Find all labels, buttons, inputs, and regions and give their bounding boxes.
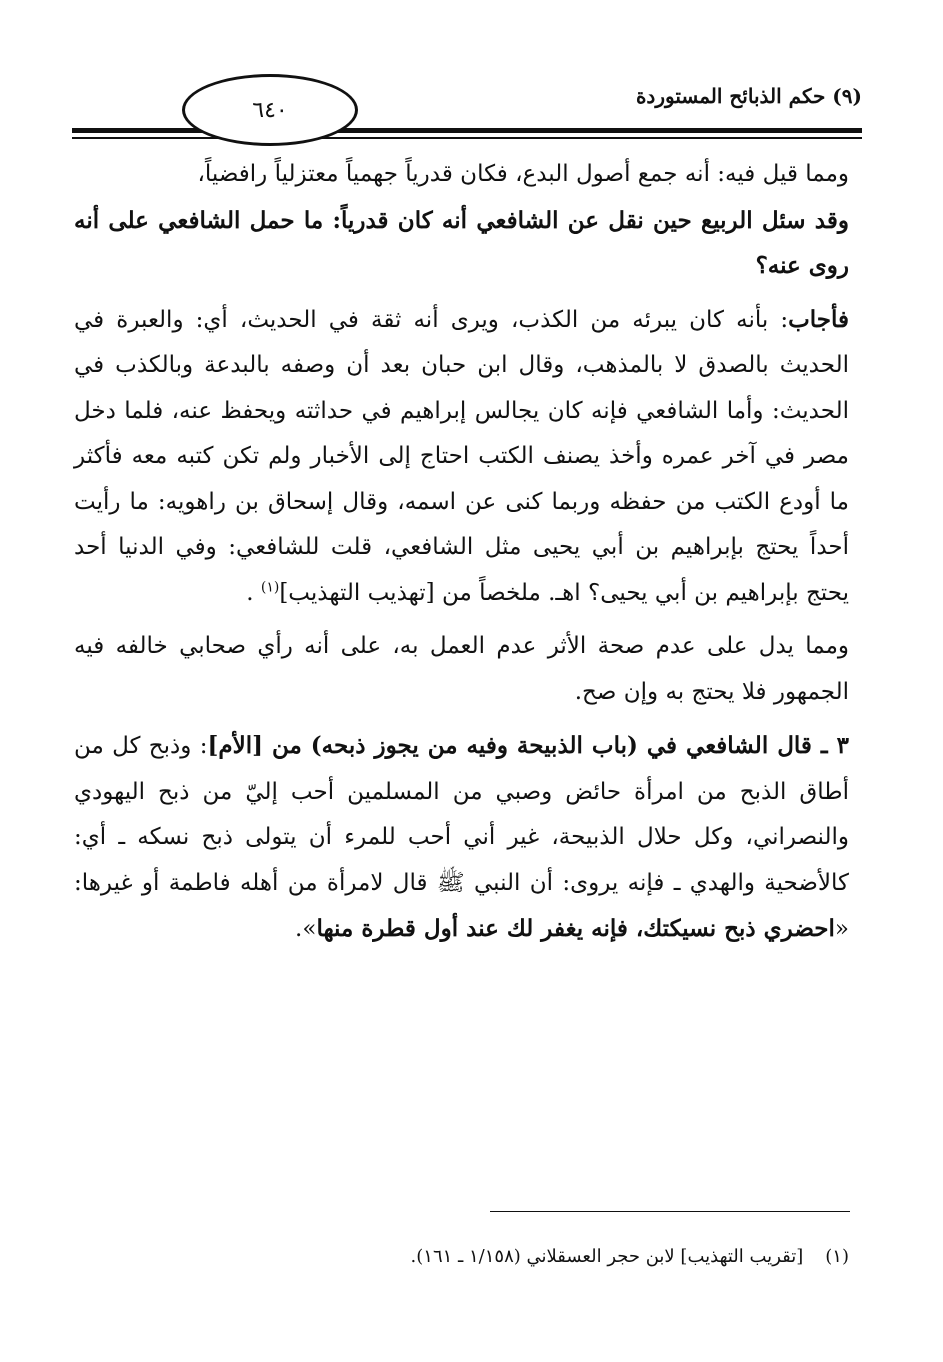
section-heading: ٣ ـ قال الشافعي في (باب الذبيحة وفيه من يجوز ذبحه) من [الأم]	[207, 732, 850, 759]
footnote-separator	[490, 1211, 850, 1212]
footnote-1	[411, 1246, 849, 1267]
page-number: ٦٤٠	[182, 74, 358, 146]
section-heading-colon: :	[199, 733, 208, 759]
footnote-ref[interactable]: (١)	[260, 578, 280, 595]
paragraph-5	[74, 723, 849, 953]
running-title: (٩) حكم الذبائح المستوردة	[635, 84, 862, 108]
body-text	[74, 152, 849, 953]
paragraph-5-end: ».	[295, 916, 317, 942]
footnote-number: (١)	[825, 1246, 849, 1267]
section-text: وذبح كل من أطاق الذبح من امرأة حائض وصبي من المسلمين أحب إليّ من ذبح اليهودي والنصراني، وكل حلال الذبيحة، غير أني أحب للمرء أن يتولى ذبح نسكه ـ أي: كالأضحية والهدي ـ فإنه يروى: أن النبي ﷺ قال لامرأة من أهله فاطمة أو غيرها: «	[74, 733, 849, 942]
footnote-text: [تقريب التهذيب] لابن حجر العسقلاني (١/١٥٨ ـ ١٦١).	[410, 1246, 804, 1267]
answer-text: : بأنه كان يبرئه من الكذب، ويرى أنه ثقة في الحديث، أي: والعبرة في الحديث بالصدق لا بالمذهب، وقال ابن حبان بعد أن وصفه بالبدعة وبالكذب في الحديث: وأما الشافعي فإنه كان يجالس إبراهيم في حداثته ويحفظ عنه، فلما دخل مصر في آخر عمره وأخذ يصنف الكتب احتاج إلى الأخبار ولم تكن كتبه معه فأكثر ما أودع الكتب من حفظه وربما كنى عن اسمه، وقال إسحاق بن راهويه: ما رأيت أحداً يحتج بإبراهيم بن أبي يحيى مثل الشافعي، قلت للشافعي: وفي الدنيا أحد يحتج بإبراهيم بن أبي يحيى؟ اهـ. ملخصاً من [تهذيب التهذيب]	[74, 306, 849, 606]
header-rule-thin	[72, 137, 862, 139]
header-rule-thick	[72, 128, 862, 133]
paragraph-2: وقد سئل الربيع حين نقل عن الشافعي أنه كان قدرياً: ما حمل الشافعي على أنه روى عنه؟	[74, 206, 849, 279]
paragraph-1: ومما قيل فيه: أنه جمع أصول البدع، فكان قدرياً جهمياً معتزلياً رافضياً،	[197, 161, 849, 187]
paragraph-3	[74, 297, 849, 617]
answer-lead: فأجاب	[788, 305, 849, 333]
paragraph-4: ومما يدل على عدم صحة الأثر عدم العمل به، على أنه رأي صحابي خالفه فيه الجمهور فلا يحتج به وإن صح.	[74, 633, 849, 705]
page-header	[72, 72, 862, 152]
hadith-quote: احضري ذبح نسيكتك، فإنه يغفر لك عند أول قطرة منها	[316, 915, 835, 942]
paragraph-3-end: .	[246, 579, 254, 606]
